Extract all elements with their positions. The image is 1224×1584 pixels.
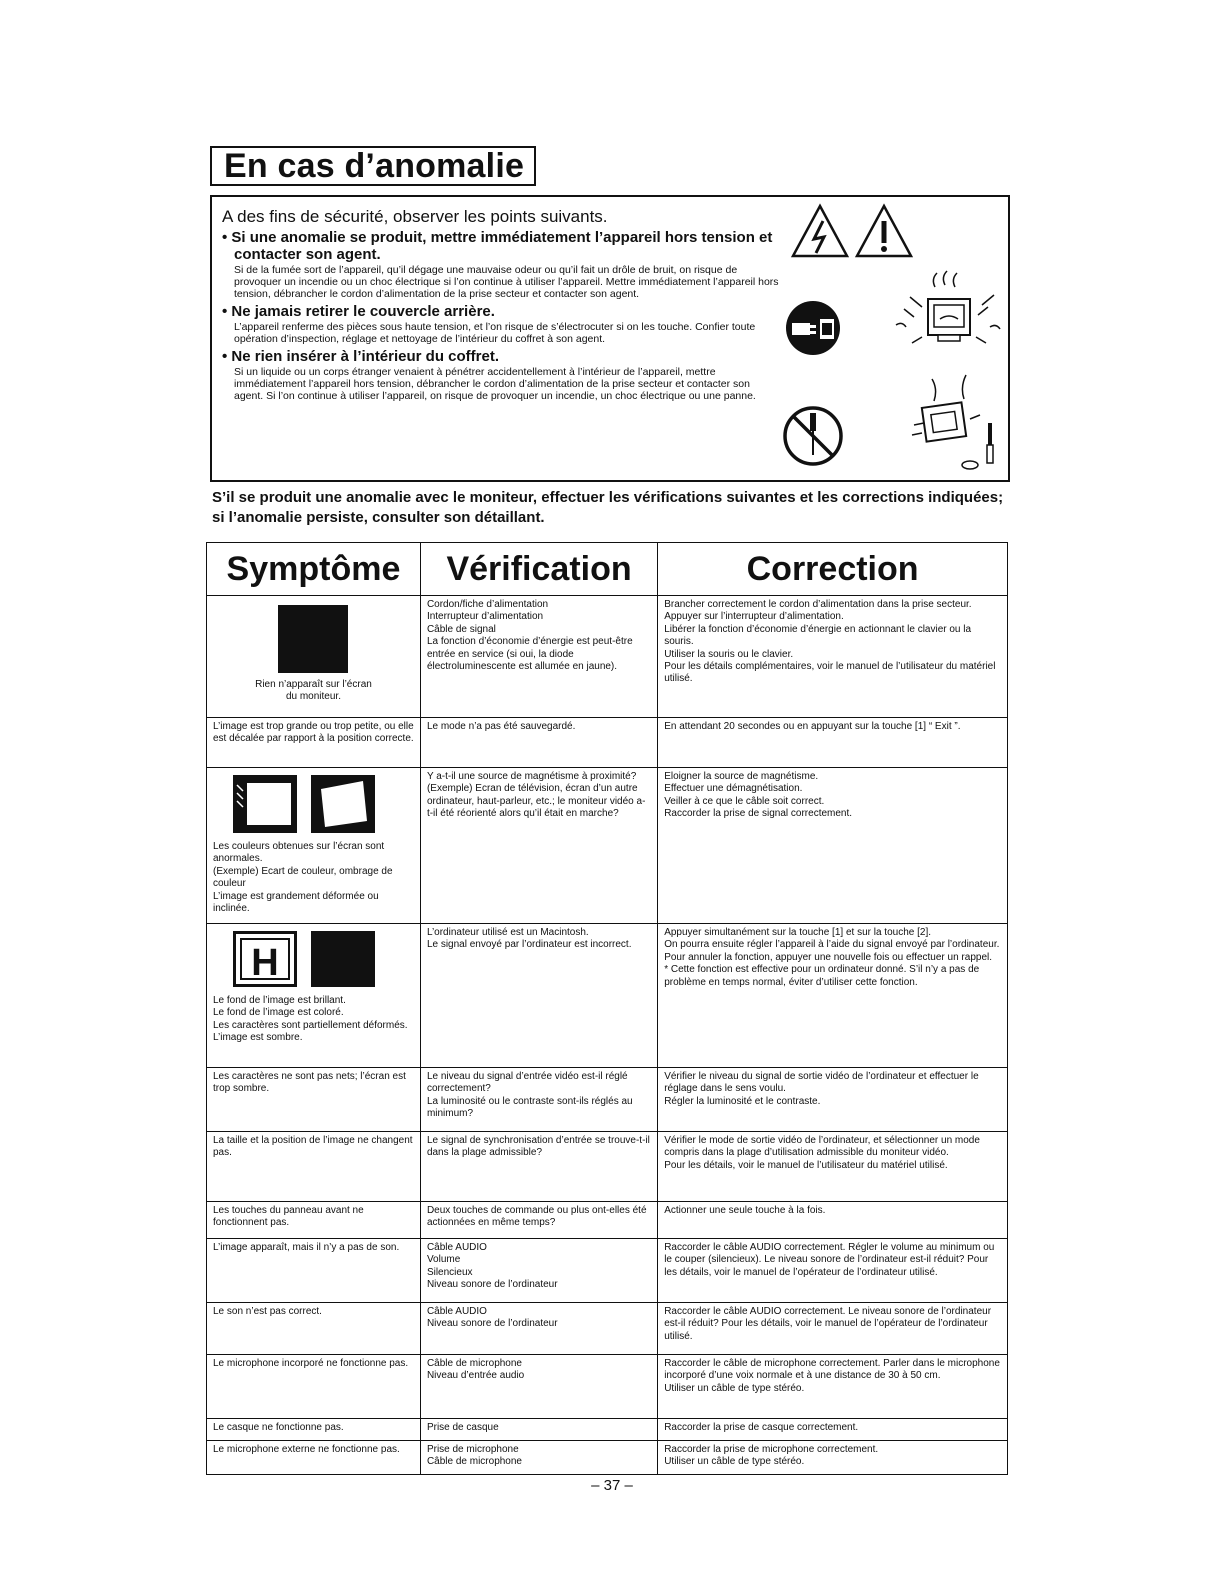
verification-line: Câble AUDIO: [426, 1242, 487, 1253]
safety-illustrations: [772, 197, 1010, 482]
symptom-illustration: [213, 599, 414, 704]
correction-line: Effectuer une démagnétisation.: [664, 783, 803, 795]
table-row: [207, 1068, 1008, 1132]
correction-line: Utiliser un câble de type stéréo.: [664, 1456, 805, 1468]
symptom-line: L’image est grandement déformée ou inclinée.: [213, 890, 379, 915]
verification-line: Câble de signal: [426, 623, 496, 635]
verification-line: Silencieux: [426, 1266, 473, 1278]
verification-line: Y a-t-il une source de magnétisme à proximité?: [426, 771, 637, 782]
troubleshooting-table: [206, 542, 1008, 1475]
correction-line: Raccorder le câble AUDIO correctement. Le niveau sonore de l’ordinateur est-il réduit? Pour les détails, voir le manuel de l’opérateur de l’ordinateur utilisé.: [664, 1306, 992, 1342]
no-screwdriver-icon: [780, 403, 846, 469]
verification-line: Le niveau du signal d’entrée vidéo est-il réglé correctement?: [426, 1071, 628, 1095]
correction-cell: [658, 596, 1008, 718]
verification-cell: [420, 924, 657, 1068]
symptom-cell: [207, 596, 421, 718]
correction-line: Vérifier le mode de sortie vidéo de l’ordinateur, et sélectionner un mode compris dans la plage d’utilisation admissible du moniteur vidéo.: [664, 1135, 980, 1159]
symptom-line: La taille et la position de l’image ne changent pas.: [213, 1135, 413, 1159]
correction-line: On pourra ensuite régler l’appareil à l’aide du signal envoyé par l’ordinateur. Pour annuler la fonction, appuyer une nouvelle fois ou effectuer un rappel.: [664, 939, 1000, 963]
correction-line: Raccorder le câble de microphone correctement. Parler dans le microphone incorporé d’une voix normale et à une distance de 30 à 50 cm.: [664, 1358, 1000, 1382]
table-row: [207, 596, 1008, 718]
correction-line: Eloigner la source de magnétisme.: [664, 771, 819, 782]
verification-line: Câble de microphone: [426, 1358, 522, 1369]
symptom-cell: [207, 1202, 421, 1239]
symptom-line: Les touches du panneau avant ne fonctionnent pas.: [213, 1205, 364, 1229]
correction-line: En attendant 20 secondes ou en appuyant sur la touche [1] “ Exit ”.: [664, 721, 961, 732]
header-verification: Vérification: [420, 543, 657, 596]
correction-line: * Cette fonction est effective pour un ordinateur donné. S’il n’y a pas de problème en temps normal, éviter d’utiliser cette fonction.: [664, 964, 980, 988]
safety-bullet-body: Si de la fumée sort de l’appareil, qu’il dégage une mauvaise odeur ou qu’il fait un drôle de bruit, on risque de provoquer un incendie ou un choc électrique si l’on continue à utiliser l’appareil. Mettre immédiatement l’appareil hors tension, débrancher le cordon d’alimentation de la prise secteur et contacter son agent.: [234, 264, 779, 300]
correction-cell: [658, 1202, 1008, 1239]
correction-cell: [658, 718, 1008, 768]
smoking-monitor-icon: [890, 269, 1010, 367]
tilted-screen-icon: [311, 775, 375, 833]
correction-cell: [658, 1239, 1008, 1303]
safety-bullet-head: • Si une anomalie se produit, mettre immédiatement l’appareil hors tension et contacter son agent.: [222, 229, 773, 263]
correction-cell: [658, 1419, 1008, 1441]
table-row: [207, 1239, 1008, 1303]
symptom-line: Le fond de l’image est brillant.: [213, 995, 346, 1006]
distorted-color-screen-icon: [233, 775, 297, 833]
symptom-cell: [207, 1355, 421, 1419]
verification-line: L’ordinateur utilisé est un Macintosh.: [426, 927, 589, 938]
symptom-line: Le casque ne fonctionne pas.: [213, 1422, 344, 1433]
symptom-line: du moniteur.: [285, 691, 341, 703]
correction-line: Raccorder le câble AUDIO correctement. Régler le volume au minimum ou le couper (silencieux). Le niveau sonore de l’ordinateur est-il réduit? Pour les détails, voir le manuel de l’opérateur de l’ordinateur utilisé.: [664, 1242, 995, 1278]
symptom-cell: [207, 1132, 421, 1202]
verification-line: Niveau sonore de l’ordinateur: [426, 1318, 558, 1330]
correction-cell: [658, 1441, 1008, 1475]
table-header-row: [207, 543, 1008, 596]
verification-cell: [420, 1132, 657, 1202]
monitor-insert-icon: [892, 369, 1008, 473]
symptom-cell: [207, 768, 421, 924]
correction-line: Libérer la fonction d’économie d’énergie en actionnant le clavier ou la souris.: [664, 623, 972, 648]
safety-intro: A des fins de sécurité, observer les points suivants.: [222, 207, 608, 226]
verification-line: Interrupteur d’alimentation: [426, 611, 544, 623]
correction-cell: [658, 1355, 1008, 1419]
safety-notice-box: [210, 195, 1010, 482]
symptom-illustration: [213, 771, 414, 841]
symptom-line: (Exemple) Ecart de couleur, ombrage de couleur: [213, 865, 393, 890]
verification-cell: [420, 768, 657, 924]
verification-line: La fonction d’économie d’énergie est peut-être entrée en service (si oui, la diode électroluminescente est allumée en jaune).: [426, 636, 633, 673]
verification-cell: [420, 1202, 657, 1239]
electric-shock-warning-icon: [790, 203, 850, 259]
correction-line: Actionner une seule touche à la fois.: [664, 1205, 826, 1216]
symptom-cell: [207, 1303, 421, 1355]
correction-cell: [658, 768, 1008, 924]
verification-line: Le signal envoyé par l’ordinateur est incorrect.: [426, 939, 632, 951]
table-row: [207, 1132, 1008, 1202]
symptom-line: Le microphone incorporé ne fonctionne pas.: [213, 1358, 409, 1369]
verification-cell: [420, 596, 657, 718]
verification-cell: [420, 1441, 657, 1475]
symptom-line: Les caractères ne sont pas nets; l’écran est trop sombre.: [213, 1071, 406, 1095]
table-row: [207, 768, 1008, 924]
symptom-line: Le son n’est pas correct.: [213, 1306, 322, 1317]
correction-line: Brancher correctement le cordon d’alimentation dans la prise secteur.: [664, 599, 972, 610]
symptom-line: Rien n’apparaît sur l’écran: [255, 679, 372, 690]
blank-screen-icon: [278, 605, 348, 673]
correction-cell: [658, 1303, 1008, 1355]
dark-screen-icon: [311, 931, 375, 987]
symptom-line: Les caractères sont partiellement déformés.: [213, 1019, 408, 1031]
symptom-line: L’image est trop grande ou trop petite, ou elle est décalée par rapport à la position correcte.: [213, 721, 414, 745]
correction-cell: [658, 924, 1008, 1068]
verification-line: Câble AUDIO: [426, 1306, 487, 1317]
symptom-line: L’image est sombre.: [213, 1032, 303, 1044]
correction-line: Raccorder la prise de casque correctement.: [664, 1422, 859, 1433]
correction-line: Raccorder la prise de microphone correctement.: [664, 1444, 879, 1455]
table-row: [207, 1303, 1008, 1355]
symptom-illustration: [213, 927, 414, 995]
verification-line: La luminosité ou le contraste sont-ils réglés au minimum?: [426, 1095, 633, 1120]
safety-bullet-body: L’appareil renferme des pièces sous haute tension, et l’on risque de s’électrocuter si on les touche. Confier toute opération d’inspection, réglage et nettoyage de l’intérieur du coffret à son agent.: [234, 321, 756, 345]
correction-line: Régler la luminosité et le contraste.: [664, 1095, 821, 1107]
header-symptome: Symptôme: [207, 543, 421, 596]
safety-bullet-head: • Ne rien insérer à l’intérieur du coffret.: [222, 348, 499, 365]
verification-cell: [420, 1239, 657, 1303]
symptom-line: Le fond de l’image est coloré.: [213, 1007, 344, 1019]
unplug-icon: [782, 297, 844, 359]
symptom-cell: [207, 1419, 421, 1441]
verification-cell: [420, 1355, 657, 1419]
correction-line: Appuyer sur l’interrupteur d’alimentation.: [664, 611, 844, 623]
symptom-cell: [207, 1441, 421, 1475]
verification-line: Deux touches de commande ou plus ont-elles été actionnées en même temps?: [426, 1205, 647, 1229]
correction-cell: [658, 1132, 1008, 1202]
correction-cell: [658, 1068, 1008, 1132]
page-number: – 37 –: [591, 1477, 633, 1494]
correction-line: Vérifier le niveau du signal de sortie vidéo de l’ordinateur et effectuer le réglage dans le sens voulu.: [664, 1071, 979, 1095]
symptom-line: Le microphone externe ne fonctionne pas.: [213, 1444, 400, 1455]
table-row: [207, 1202, 1008, 1239]
verification-cell: [420, 1419, 657, 1441]
correction-line: Pour les détails, voir le manuel de l’utilisateur du matériel utilisé.: [664, 1159, 948, 1171]
verification-line: Volume: [426, 1254, 461, 1266]
bright-screen-h-icon: [233, 931, 297, 987]
table-row: [207, 718, 1008, 768]
table-row: [207, 1355, 1008, 1419]
verification-line: Câble de microphone: [426, 1456, 522, 1468]
correction-line: Utiliser un câble de type stéréo.: [664, 1382, 805, 1394]
correction-line: Raccorder la prise de signal correctement.: [664, 808, 853, 820]
caution-warning-icon: [854, 203, 914, 259]
verification-cell: [420, 1068, 657, 1132]
table-row: [207, 924, 1008, 1068]
symptom-cell: [207, 1068, 421, 1132]
symptom-cell: [207, 718, 421, 768]
symptom-line: L’image apparaît, mais il n’y a pas de son.: [213, 1242, 400, 1253]
verification-line: Niveau d’entrée audio: [426, 1370, 525, 1382]
page-title-text: En cas d’anomalie: [224, 147, 525, 185]
verification-line: Le mode n’a pas été sauvegardé.: [426, 721, 576, 732]
verification-line: (Exemple) Ecran de télévision, écran d’un autre ordinateur, haut-parleur, etc.; le moniteur vidéo a-t-il été réorienté alors qu’il était en marche?: [426, 783, 646, 820]
safety-text: [222, 207, 782, 405]
symptom-cell: [207, 924, 421, 1068]
verification-line: Prise de casque: [426, 1422, 499, 1433]
verification-line: Prise de microphone: [426, 1444, 519, 1455]
page-title: [210, 146, 536, 186]
correction-line: Pour les détails complémentaires, voir le manuel de l’utilisateur du matériel utilisé.: [664, 661, 996, 685]
table-row: [207, 1441, 1008, 1475]
table-row: [207, 1419, 1008, 1441]
verification-cell: [420, 1303, 657, 1355]
header-correction: Correction: [658, 543, 1008, 596]
verification-cell: [420, 718, 657, 768]
verification-line: Niveau sonore de l’ordinateur: [426, 1279, 558, 1291]
instructions-paragraph: S’il se produit une anomalie avec le moniteur, effectuer les vérifications suivantes et les corrections indiquées; si l’anomalie persiste, consulter son détaillant.: [212, 489, 1004, 526]
symptom-cell: [207, 1239, 421, 1303]
safety-bullet-head: • Ne jamais retirer le couvercle arrière.: [222, 303, 495, 320]
svg-text:H: H: [251, 942, 279, 984]
correction-line: Appuyer simultanément sur la touche [1] et sur la touche [2].: [664, 927, 931, 938]
verification-line: Cordon/fiche d’alimentation: [426, 599, 549, 610]
correction-line: Utiliser la souris ou le clavier.: [664, 648, 794, 660]
verification-line: Le signal de synchronisation d’entrée se trouve-t-il dans la plage admissible?: [426, 1135, 650, 1159]
correction-line: Veiller à ce que le câble soit correct.: [664, 795, 825, 807]
safety-bullet-body: Si un liquide ou un corps étranger venaient à pénétrer accidentellement à l’intérieur de l’appareil, mettre immédiatement l’appareil hors tension, débrancher le cordon d’alimentation de la prise secteur et contacter son agent. Si l’on continue à utiliser l’appareil, on risque de provoquer un incendie, un choc électrique ou une panne.: [234, 366, 756, 402]
symptom-line: Les couleurs obtenues sur l’écran sont anormales.: [213, 841, 385, 865]
